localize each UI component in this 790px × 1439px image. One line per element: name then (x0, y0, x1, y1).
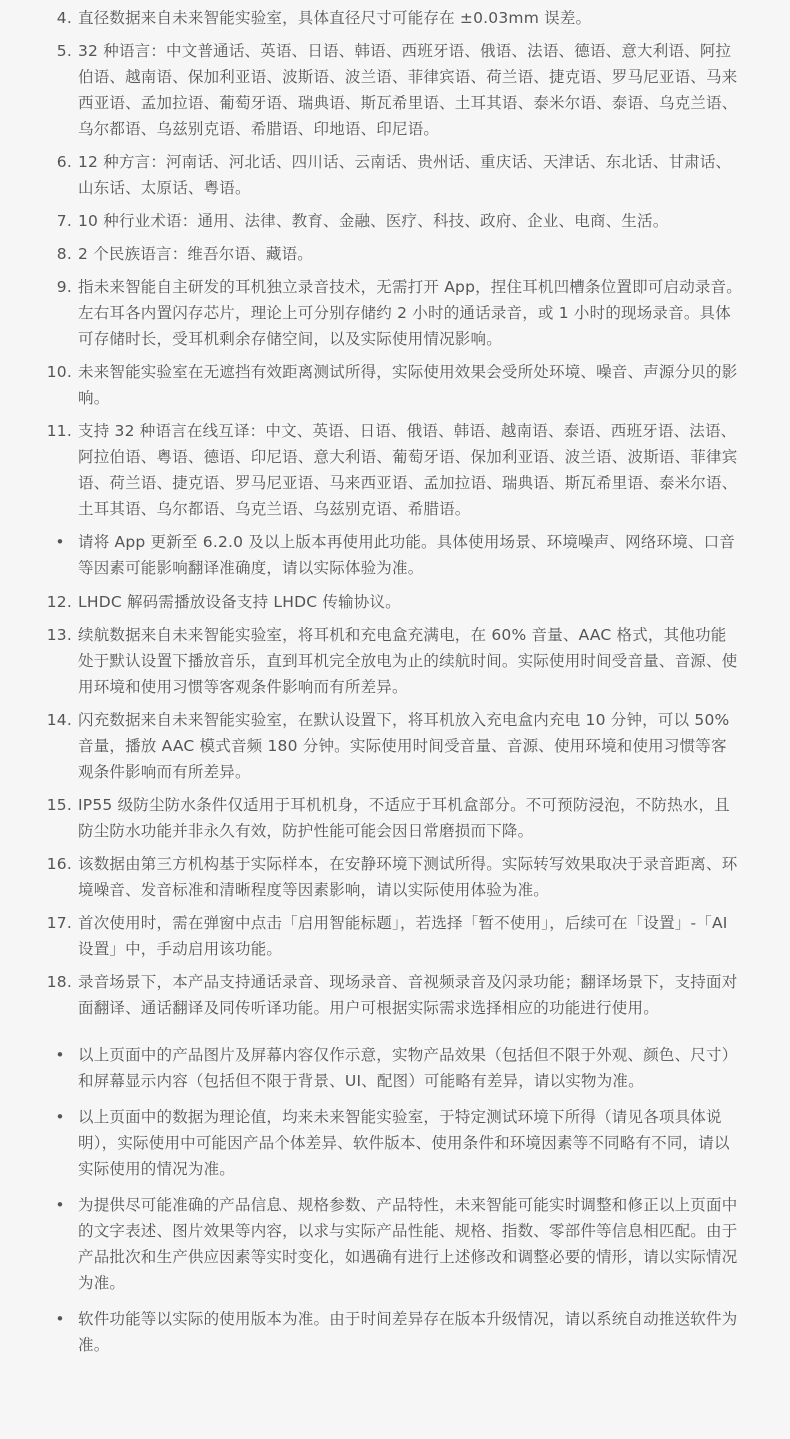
footnote-text: 32 种语言：中文普通话、英语、日语、韩语、西班牙语、俄语、法语、德语、意大利语、阿拉伯语、越南语、保加利亚语、波斯语、波兰语、菲律宾语、荷兰语、捷克语、罗马尼亚语、马来西亚语、孟加拉语、葡萄牙语、瑞典语、斯瓦希里语、土耳其语、泰米尔语、泰语、乌克兰语、乌尔都语、乌兹别克语、希腊语、印地语、印尼语。 (78, 42, 738, 138)
footnote-text: 指未来智能自主研发的耳机独立录音技术，无需打开 App，捏住耳机凹槽条位置即可启动录音。左右耳各内置闪存芯片，理论上可分别存储约 2 小时的通话录音，或 1 小时的现场录音。具体可存储时长，受耳机剩余存储空间，以及实际使用情况影响。 (78, 278, 743, 348)
disclaimer-text: 以上页面中的产品图片及屏幕内容仅作示意，实物产品效果（包括但不限于外观、颜色、尺寸）和屏幕显示内容（包括但不限于背景、UI、配图）可能略有差异，请以实物为准。 (78, 1046, 738, 1090)
footnote-item (0, 418, 790, 522)
footnote-text: 续航数据来自未来智能实验室，将耳机和充电盒充满电，在 60% 音量、AAC 格式，其他功能处于默认设置下播放音乐，直到耳机完全放电为止的续航时间。实际使用时间受音量、音源、使用环境和使用习惯等客观条件影响而有所差异。 (78, 626, 738, 696)
footnote-text: 2 个民族语言：维吾尔语、藏语。 (78, 245, 313, 263)
footnote-text: 该数据由第三方机构基于实际样本，在安静环境下测试所得。实际转写效果取决于录音距离、环境噪音、发音标准和清晰程度等因素影响，请以实际使用体验为准。 (78, 855, 738, 899)
footnote-item (0, 851, 790, 903)
disclaimer-bullet (0, 1104, 790, 1182)
footnote-number: 6. (56, 153, 72, 171)
disclaimer-bullet (0, 1192, 790, 1296)
footnote-item (0, 241, 790, 267)
footnote-number: 8. (56, 245, 72, 263)
footnote-bullet (0, 529, 790, 581)
footnote-item (0, 707, 790, 785)
disclaimer-text: 以上页面中的数据为理论值，均来未来智能实验室，于特定测试环境下所得（请见各项具体说明），实际使用中可能因产品个体差异、软件版本、使用条件和环境因素等不同略有不同，请以实际使用的情况为准。 (78, 1108, 730, 1178)
footnote-item (0, 274, 790, 352)
footnote-item (0, 5, 790, 31)
footnote-number: 13. (46, 626, 72, 644)
footnote-item (0, 622, 790, 700)
disclaimer-text: 软件功能等以实际的使用版本为准。由于时间差异存在版本升级情况，请以系统自动推送软件为准。 (78, 1310, 738, 1354)
footnote-text: 12 种方言：河南话、河北话、四川话、云南话、贵州话、重庆话、天津话、东北话、甘肃话、山东话、太原话、粤语。 (78, 153, 732, 197)
footnote-text: IP55 级防尘防水条件仅适用于耳机机身，不适应于耳机盒部分。不可预防浸泡，不防热水，且防尘防水功能并非永久有效，防护性能可能会因日常磨损而下降。 (78, 796, 730, 840)
footnote-item (0, 359, 790, 411)
disclaimer-text: 为提供尽可能准确的产品信息、规格参数、产品特性，未来智能可能实时调整和修正以上页面中的文字表述、图片效果等内容，以求与实际产品性能、规格、指数、零部件等信息相匹配。由于产品批次和生产供应因素等实时变化，如遇确有进行上述修改和调整必要的情形，请以实际情况为准。 (78, 1196, 738, 1292)
footnote-text: 未来智能实验室在无遮挡有效距离测试所得，实际使用效果会受所处环境、噪音、声源分贝的影响。 (78, 363, 738, 407)
footnote-item (0, 792, 790, 844)
footnote-number: 10. (46, 363, 72, 381)
footnote-number: 15. (46, 796, 72, 814)
footnote-text: 首次使用时，需在弹窗中点击「启用智能标题」，若选择「暂不使用」，后续可在「设置」-「AI 设置」中，手动启用该功能。 (78, 914, 728, 958)
footnote-number: 14. (46, 711, 72, 729)
footnote-text: 请将 App 更新至 6.2.0 及以上版本再使用此功能。具体使用场景、环境噪声、网络环境、口音等因素可能影响翻译准确度，请以实际体验为准。 (78, 533, 736, 577)
footnote-item (0, 38, 790, 142)
footnote-number: 4. (56, 9, 72, 27)
footnote-text: LHDC 解码需播放设备支持 LHDC 传输协议。 (78, 593, 401, 611)
bullet-dot-icon: • (55, 1046, 65, 1064)
footnote-number: 5. (56, 42, 72, 60)
footnote-item (0, 589, 790, 615)
footnote-item (0, 208, 790, 234)
disclaimer-bullet (0, 1306, 790, 1358)
footnote-number: 7. (56, 212, 72, 230)
bullet-dot-icon: • (55, 1310, 65, 1328)
footnote-number: 9. (56, 278, 72, 296)
section-spacer (0, 1028, 790, 1042)
footnote-number: 12. (46, 593, 72, 611)
footnote-item (0, 969, 790, 1021)
footnote-item (0, 910, 790, 962)
bullet-dot-icon: • (55, 1196, 65, 1214)
bullet-dot-icon: • (55, 1108, 65, 1126)
footnote-text: 直径数据来自未来智能实验室，具体直径尺寸可能存在 ±0.03mm 误差。 (78, 9, 592, 27)
footnote-text: 10 种行业术语：通用、法律、教育、金融、医疗、科技、政府、企业、电商、生活。 (78, 212, 669, 230)
footnote-text: 录音场景下，本产品支持通话录音、现场录音、音视频录音及闪录功能；翻译场景下，支持面对面翻译、通话翻译及同传听译功能。用户可根据实际需求选择相应的功能进行使用。 (78, 973, 738, 1017)
footnote-number: 17. (46, 914, 72, 932)
bullet-dot-icon: • (55, 533, 65, 551)
footnote-item (0, 149, 790, 201)
footnote-number: 11. (46, 422, 72, 440)
footnote-number: 16. (46, 855, 72, 873)
disclaimer-bullet (0, 1042, 790, 1094)
footnote-text: 闪充数据来自未来智能实验室，在默认设置下，将耳机放入充电盒内充电 10 分钟，可以 50% 音量，播放 AAC 模式音频 180 分钟。实际使用时间受音量、音源、使用环境和使用习惯等客观条件影响而有所差异。 (78, 711, 730, 781)
footnote-number: 18. (46, 973, 72, 991)
footnote-text: 支持 32 种语言在线互译：中文、英语、日语、俄语、韩语、越南语、泰语、西班牙语、法语、阿拉伯语、粤语、德语、印尼语、意大利语、葡萄牙语、保加利亚语、波兰语、波斯语、菲律宾语、荷兰语、捷克语、罗马尼亚语、马来西亚语、孟加拉语、瑞典语、斯瓦希里语、泰米尔语、土耳其语、乌尔都语、乌克兰语、乌兹别克语、希腊语。 (78, 422, 738, 518)
